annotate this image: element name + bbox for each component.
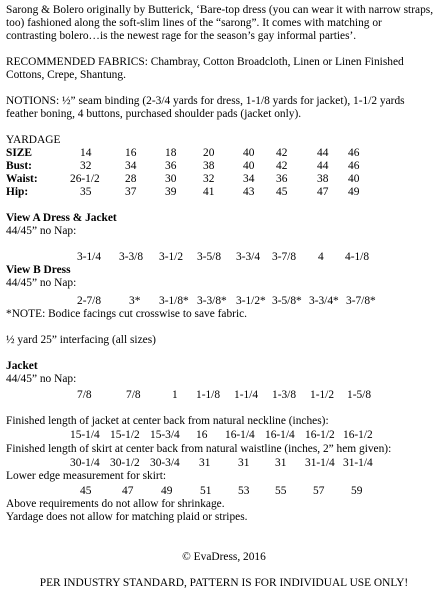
view-b-cell: 3-5/8* [272, 295, 302, 307]
waist-row-label: Waist: [6, 173, 38, 185]
hip-cell: 47 [317, 186, 329, 198]
intro-line-3: contrasting bolero…is the newest rage for the season’s gay informal parties’. [6, 30, 357, 42]
plaid-note: Yardage does not allow for matching plaid or stripes. [6, 511, 248, 523]
view-a-cell: 4-1/8 [345, 251, 370, 263]
finished-jacket-cell: 16 [196, 429, 208, 441]
jacket-cell: 1-1/2 [310, 389, 335, 401]
size-cell: 46 [348, 147, 360, 159]
bust-cell: 40 [243, 160, 255, 172]
waist-cell: 38 [317, 173, 329, 185]
waist-cell: 30 [165, 173, 177, 185]
jacket-cell: 1-1/8 [196, 389, 221, 401]
view-b-cell: 3-1/2* [236, 295, 266, 307]
finished-jacket-cell: 15-3/4 [150, 429, 180, 441]
lower-edge-cell: 45 [80, 485, 92, 497]
finished-skirt-cell: 31-1/4 [305, 457, 335, 469]
hip-cell: 43 [243, 186, 255, 198]
view-b-cell: 3-7/8* [346, 295, 376, 307]
waist-cell: 32 [203, 173, 215, 185]
notions-line-2: feather boning, 4 buttons, purchased shoulder pads (jacket only). [6, 108, 302, 120]
view-a-title: View A Dress & Jacket [6, 212, 117, 224]
bust-cell: 42 [276, 160, 288, 172]
jacket-nap: 44/45” no Nap: [6, 373, 77, 385]
bust-cell: 44 [317, 160, 329, 172]
lower-edge-cell: 51 [200, 485, 212, 497]
waist-cell: 34 [243, 173, 255, 185]
view-a-cell: 3-5/8 [197, 251, 222, 263]
view-a-cell: 3-3/8 [119, 251, 144, 263]
bust-row-label: Bust: [6, 160, 32, 172]
finished-jacket-cell: 15-1/2 [110, 429, 140, 441]
hip-cell: 39 [165, 186, 177, 198]
finished-skirt-cell: 31 [275, 457, 287, 469]
finished-jacket-cell: 16-1/2 [343, 429, 373, 441]
jacket-cell: 1-3/8 [272, 389, 297, 401]
hip-row-label: Hip: [6, 186, 29, 198]
view-b-note: *NOTE: Bodice facings cut crosswise to save fabric. [6, 308, 248, 320]
size-cell: 40 [243, 147, 255, 159]
interfacing-note: ½ yard 25” interfacing (all sizes) [6, 334, 156, 346]
shrinkage-note: Above requirements do not allow for shrinkage. [6, 498, 225, 510]
hip-cell: 49 [348, 186, 360, 198]
finished-skirt-cell: 30-1/4 [70, 457, 100, 469]
hip-cell: 35 [80, 186, 92, 198]
finished-jacket-cell: 15-1/4 [70, 429, 100, 441]
copyright: © EvaDress, 2016 [182, 551, 266, 563]
jacket-cell: 7/8 [77, 389, 92, 401]
waist-cell: 28 [125, 173, 137, 185]
size-cell: 20 [203, 147, 215, 159]
finished-skirt-cell: 30-3/4 [150, 457, 180, 469]
finished-jacket-cell: 16-1/4 [225, 429, 255, 441]
bust-cell: 34 [125, 160, 137, 172]
lower-edge-label: Lower edge measurement for skirt: [6, 470, 167, 482]
view-a-cell: 3-7/8 [272, 251, 297, 263]
finished-jacket-cell: 16-1/4 [265, 429, 295, 441]
jacket-title: Jacket [6, 360, 38, 372]
hip-cell: 45 [276, 186, 288, 198]
view-a-cell: 4 [318, 251, 324, 263]
view-a-cell: 3-3/4 [236, 251, 261, 263]
finished-skirt-cell: 31-1/4 [343, 457, 373, 469]
lower-edge-cell: 59 [351, 485, 363, 497]
finished-skirt-cell: 30-1/2 [110, 457, 140, 469]
view-a-cell: 3-1/4 [77, 251, 102, 263]
jacket-cell: 1-5/8 [347, 389, 372, 401]
size-cell: 42 [276, 147, 288, 159]
jacket-cell: 1 [172, 389, 178, 401]
finished-skirt-cell: 31 [238, 457, 250, 469]
jacket-cell: 7/8 [126, 389, 141, 401]
lower-edge-cell: 47 [122, 485, 134, 497]
view-b-cell: 2-7/8 [77, 295, 102, 307]
waist-cell: 36 [276, 173, 288, 185]
bust-cell: 32 [80, 160, 92, 172]
jacket-cell: 1-1/4 [234, 389, 259, 401]
bust-cell: 36 [165, 160, 177, 172]
finished-jacket-label: Finished length of jacket at center back from natural neckline (inches): [6, 415, 329, 427]
view-a-nap: 44/45” no Nap: [6, 225, 77, 237]
view-b-cell: 3-1/8* [159, 295, 189, 307]
waist-cell: 40 [348, 173, 360, 185]
intro-line-2: too) fashioned along the soft-slim lines of the “sarong”. It comes with matching or [6, 17, 382, 29]
view-b-title: View B Dress [6, 264, 71, 276]
finished-jacket-cell: 16-1/2 [305, 429, 335, 441]
notions-line-1: NOTIONS: ½” seam binding (2-3/4 yards for dress, 1-1/8 yards for jacket), 1-1/2 yards [6, 95, 405, 107]
finished-skirt-cell: 31 [199, 457, 211, 469]
fabrics-line-1: RECOMMENDED FABRICS: Chambray, Cotton Broadcloth, Linen or Linen Finished [6, 56, 404, 68]
intro-line-1: Sarong & Bolero originally by Butterick, ‘Bare-top dress (you can wear it with narrow straps, [6, 4, 434, 16]
size-cell: 16 [125, 147, 137, 159]
hip-cell: 41 [203, 186, 215, 198]
size-cell: 44 [317, 147, 329, 159]
bust-cell: 38 [203, 160, 215, 172]
usage-notice: PER INDUSTRY STANDARD, PATTERN IS FOR INDIVIDUAL USE ONLY! [39, 577, 409, 589]
fabrics-line-2: Cottons, Crepe, Shantung. [6, 69, 126, 81]
lower-edge-cell: 57 [313, 485, 325, 497]
view-a-cell: 3-1/2 [159, 251, 184, 263]
size-row-label: SIZE [6, 147, 32, 159]
view-b-cell: 3-3/4* [309, 295, 339, 307]
hip-cell: 37 [125, 186, 137, 198]
finished-skirt-label: Finished length of skirt at center back from natural waistline (inches, 2” hem given): [6, 443, 392, 455]
view-b-cell: 3* [129, 295, 141, 307]
lower-edge-cell: 49 [161, 485, 173, 497]
size-cell: 18 [165, 147, 177, 159]
lower-edge-cell: 55 [275, 485, 287, 497]
lower-edge-cell: 53 [238, 485, 250, 497]
view-b-nap: 44/45” no Nap: [6, 277, 77, 289]
waist-cell: 26-1/2 [70, 173, 100, 185]
view-b-cell: 3-3/8* [197, 295, 227, 307]
yardage-heading: YARDAGE [6, 134, 61, 146]
bust-cell: 46 [348, 160, 360, 172]
size-cell: 14 [80, 147, 92, 159]
